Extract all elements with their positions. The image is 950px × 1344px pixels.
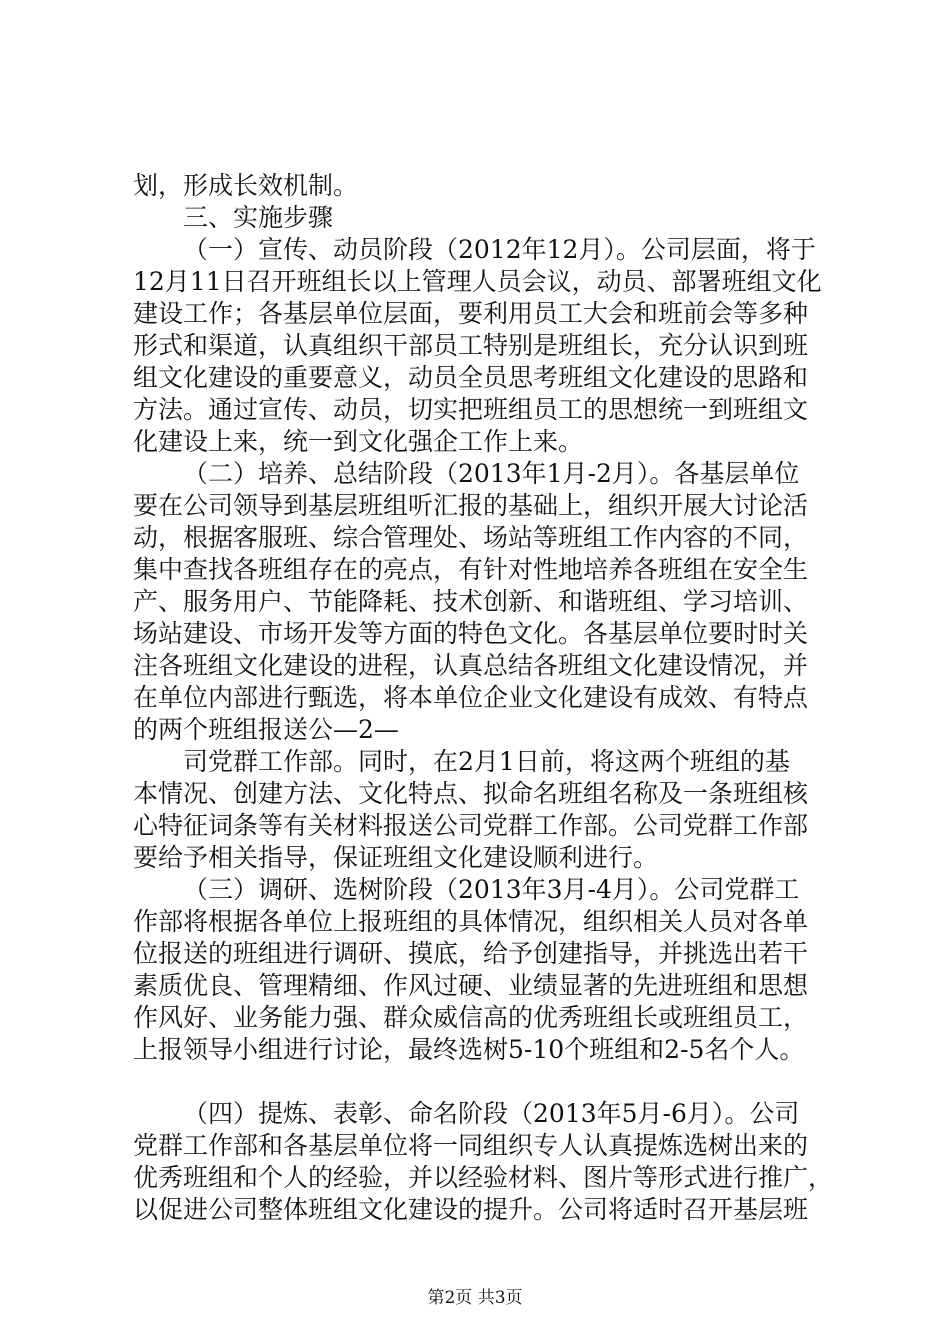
text-line: 以促进公司整体班组文化建设的提升。公司将适时召开基层班 (133, 1195, 809, 1224)
text-line: 12月11日召开班组长以上管理人员会议，动员、部署班组文化 (133, 267, 822, 296)
text-line (133, 1066, 833, 1098)
text-line: 建设工作；各基层单位层面，要利用员工大会和班前会等多种 (133, 299, 809, 328)
text-line: 划，形成长效机制。 (133, 171, 359, 200)
text-line: 集中查找各班组存在的亮点，有针对性地培养各班组在安全生 (133, 555, 809, 584)
text-line: 作部将根据各单位上报班组的具体情况，组织相关人员对各单 (133, 907, 809, 936)
text-line: 产、服务用户、节能降耗、技术创新、和谐班组、学习培训、 (133, 587, 809, 616)
text-line: 形式和渠道，认真组织干部员工特别是班组长，充分认识到班 (133, 331, 809, 360)
text-line: 要给予相关指导，保证班组文化建设顺利进行。 (133, 843, 659, 872)
document-body (133, 170, 833, 1226)
text-line: 党群工作部和各基层单位将一同组织专人认真提炼选树出来的 (133, 1131, 809, 1160)
text-line: 动，根据客服班、综合管理处、场站等班组工作内容的不同， (133, 523, 809, 552)
text-line: 上报领导小组进行讨论，最终选树5-10个班组和2-5名个人。 (133, 1035, 805, 1064)
text-line: 方法。通过宣传、动员，切实把班组员工的思想统一到班组文 (133, 395, 809, 424)
text-line: 位报送的班组进行调研、摸底，给予创建指导，并挑选出若干 (133, 939, 809, 968)
text-line: 要在公司领导到基层班组听汇报的基础上，组织开展大讨论活 (133, 491, 809, 520)
text-line: （二）培养、总结阶段（2013年1月-2月）。各基层单位 (183, 459, 800, 488)
page-footer: 第2页 共3页 (427, 1288, 523, 1308)
text-line: 本情况、创建方法、文化特点、拟命名班组名称及一条班组核 (133, 779, 809, 808)
text-line: 素质优良、管理精细、作风过硬、业绩显著的先进班组和思想 (133, 971, 809, 1000)
text-line: 在单位内部进行甄选，将本单位企业文化建设有成效、有特点 (133, 683, 809, 712)
text-line: 组文化建设的重要意义，动员全员思考班组文化建设的思路和 (133, 363, 809, 392)
text-line: 作风好、业务能力强、群众威信高的优秀班组长或班组员工， (133, 1003, 809, 1032)
text-line: 场站建设、市场开发等方面的特色文化。各基层单位要时时关 (133, 619, 809, 648)
text-line: （四）提炼、表彰、命名阶段（2013年5月-6月）。公司 (183, 1099, 800, 1128)
text-line: 化建设上来，统一到文化强企工作上来。 (133, 427, 584, 456)
text-line: 三、实施步骤 (183, 203, 334, 232)
text-line: （三）调研、选树阶段（2013年3月-4月）。公司党群工 (183, 875, 800, 904)
text-line: 注各班组文化建设的进程，认真总结各班组文化建设情况，并 (133, 651, 809, 680)
text-line: 心特征词条等有关材料报送公司党群工作部。公司党群工作部 (133, 811, 809, 840)
text-line: 司党群工作部。同时，在2月1日前，将这两个班组的基 (183, 747, 790, 776)
text-line: （一）宣传、动员阶段（2012年12月）。公司层面，将于 (183, 235, 816, 264)
text-line: 优秀班组和个人的经验，并以经验材料、图片等形式进行推广， (133, 1163, 833, 1192)
text-line: 的两个班组报送公—2— (133, 715, 399, 744)
